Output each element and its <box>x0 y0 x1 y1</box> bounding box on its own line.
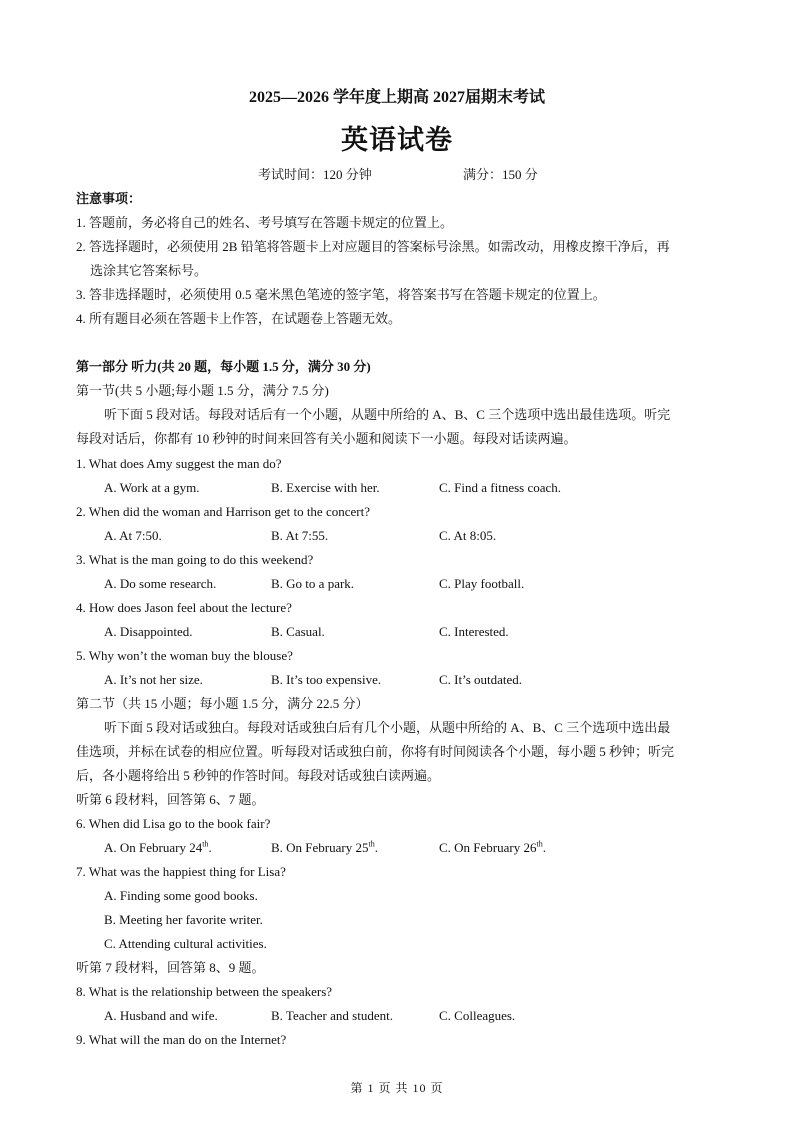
notice-item: 4. 所有题目必须在答题卡上作答，在试题卷上答题无效。 <box>76 311 402 326</box>
option-a: A. Do some research. <box>104 576 217 591</box>
option-b-text: B. On February 25 <box>271 840 369 855</box>
option-b <box>271 839 378 857</box>
notice-item: 3. 答非选择题时，必须使用 0.5 毫米黑色笔迹的签字笔，将答案书写在答题卡规定的位置上。 <box>76 287 606 302</box>
option-c: C. Interested. <box>439 624 509 639</box>
period: . <box>208 840 212 855</box>
exam-time: 考试时间：120 分钟 <box>258 167 372 182</box>
material-6-note: 听第 6 段材料，回答第 6、7 题。 <box>76 792 265 807</box>
period: . <box>542 840 546 855</box>
option-c: C. At 8:05. <box>439 528 497 543</box>
question-1: 1. What does Amy suggest the man do? <box>76 456 282 471</box>
page-footer: 第 1 页 共 10 页 <box>350 1081 444 1095</box>
material-7-note: 听第 7 段材料，回答第 8、9 题。 <box>76 960 265 975</box>
option-c-text: C. On February 26 <box>439 840 537 855</box>
notice-item: 选涂其它答案标号。 <box>90 263 208 278</box>
option-c: C. Colleagues. <box>439 1008 516 1023</box>
ordinal-suffix: th <box>368 839 375 849</box>
notice-item: 2. 答选择题时，必须使用 2B 铅笔将答题卡上对应题目的答案标号涂黑。如需改动，用橡皮擦干净后，再 <box>76 239 670 254</box>
question-8: 8. What is the relationship between the speakers? <box>76 984 333 999</box>
option-a: A. It’s not her size. <box>104 672 203 687</box>
option-c: C. It’s outdated. <box>439 672 523 687</box>
section1-heading: 第一节(共 5 小题;每小题 1.5 分，满分 7.5 分) <box>76 383 329 398</box>
question-6: 6. When did Lisa go to the book fair? <box>76 816 271 831</box>
section1-instruction: 每段对话后，你都有 10 秒钟的时间来回答有关小题和阅读下一小题。每段对话读两遍。 <box>76 431 577 446</box>
notice-heading: 注意事项： <box>76 191 142 206</box>
option-c <box>439 839 546 857</box>
exam-title: 2025—2026 学年度上期高 2027届期末考试 <box>248 89 545 106</box>
question-9: 9. What will the man do on the Internet? <box>76 1032 287 1047</box>
part1-heading: 第一部分 听力(共 20 题，每小题 1.5 分，满分 30 分) <box>76 359 371 374</box>
option-b: B. Meeting her favorite writer. <box>104 912 263 927</box>
option-b: B. Teacher and student. <box>271 1008 393 1023</box>
option-b: B. At 7:55. <box>271 528 329 543</box>
option-b: B. It’s too expensive. <box>271 672 382 687</box>
option-c: C. Play football. <box>439 576 525 591</box>
option-c: C. Find a fitness coach. <box>439 480 562 495</box>
section2-instruction: 后，各小题将给出 5 秒钟的作答时间。每段对话或独白读两遍。 <box>76 768 441 783</box>
option-c: C. Attending cultural activities. <box>104 936 267 951</box>
option-b: B. Go to a park. <box>271 576 355 591</box>
ordinal-suffix: th <box>202 839 209 849</box>
exam-score: 满分：150 分 <box>463 167 538 182</box>
section2-instruction: 佳选项，并标在试卷的相应位置。听每段对话或独白前，你将有时间阅读各个小题，每小题 5 秒钟；听完 <box>76 744 675 759</box>
question-5: 5. Why won’t the woman buy the blouse? <box>76 648 293 663</box>
question-4: 4. How does Jason feel about the lecture? <box>76 600 292 615</box>
section2-heading: 第二节（共 15 小题；每小题 1.5 分，满分 22.5 分） <box>76 696 369 711</box>
option-a: A. Work at a gym. <box>104 480 200 495</box>
question-7: 7. What was the happiest thing for Lisa? <box>76 864 286 879</box>
question-3: 3. What is the man going to do this weekend? <box>76 552 314 567</box>
option-a: A. At 7:50. <box>104 528 162 543</box>
period: . <box>374 840 378 855</box>
ordinal-suffix: th <box>536 839 543 849</box>
section1-instruction: 听下面 5 段对话。每段对话后有一个小题，从题中所给的 A、B、C 三个选项中选出最佳选项。听完 <box>104 407 671 422</box>
option-a-text: A. On February 24 <box>104 840 203 855</box>
notice-item: 1. 答题前，务必将自己的姓名、考号填写在答题卡规定的位置上。 <box>76 215 454 230</box>
option-a <box>104 839 212 857</box>
question-2: 2. When did the woman and Harrison get to the concert? <box>76 504 370 519</box>
option-a: A. Finding some good books. <box>104 888 258 903</box>
option-b: B. Exercise with her. <box>271 480 380 495</box>
section2-instruction: 听下面 5 段对话或独白。每段对话或独白后有几个小题，从题中所给的 A、B、C 三个选项中选出最 <box>104 720 671 735</box>
subject-title: 英语试卷 <box>341 125 453 155</box>
option-b: B. Casual. <box>271 624 325 639</box>
option-a: A. Husband and wife. <box>104 1008 218 1023</box>
option-a: A. Disappointed. <box>104 624 193 639</box>
